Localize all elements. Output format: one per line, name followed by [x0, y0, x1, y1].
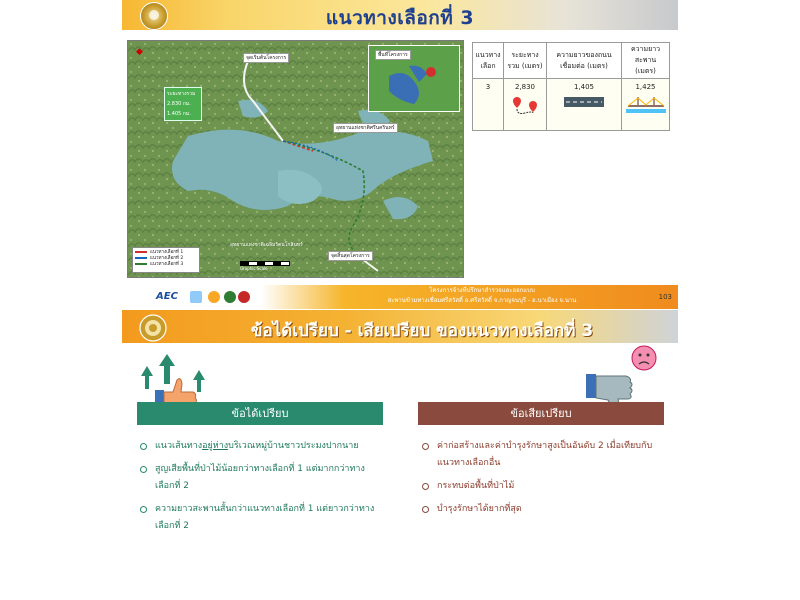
road-icon — [564, 95, 604, 109]
map-label-dam: อุทยานแห่งชาติศรีนครินทร์ — [333, 123, 398, 133]
inset-map-shape — [369, 46, 459, 111]
cell-road-length — [547, 79, 622, 131]
legend-route-2-label: แนวทางเลือกที่ 2 — [150, 256, 184, 261]
title-banner-2 — [122, 310, 678, 343]
list-item — [140, 461, 380, 495]
map-label-start: จุดเริ่มต้นโครงการ — [243, 53, 289, 63]
compass-icon: ◆ — [136, 47, 143, 57]
route-map — [127, 40, 464, 278]
footer-line-1: โครงการจ้างที่ปรึกษาสำรวจและออกแบบ — [429, 287, 535, 294]
advantage-3: ความยาวสะพานสั้นกว่าแนวทางเลือกที่ 1 แต่ยาวกว่าทางเลือกที่ 2 — [155, 504, 375, 531]
inset-title: พื้นที่โครงการ — [375, 50, 411, 60]
list-item: บำรุงรักษาได้ยากที่สุด — [422, 501, 672, 518]
cell-distance — [504, 79, 547, 131]
table-header-road-length: ความยาวของถนนเชื่อมต่อ (เมตร) — [547, 43, 622, 79]
footer-logo-d-icon — [238, 291, 250, 303]
advantage-1-post: บริเวณหมู่บ้านชาวประมงปากนาย — [228, 441, 359, 451]
slide-route-3-map — [122, 0, 678, 304]
list-item — [140, 501, 380, 535]
advantages-header: ข้อได้เปรียบ — [137, 402, 383, 425]
location-inset-map — [368, 45, 460, 112]
sad-face-icon — [632, 346, 656, 370]
scale-label: Graphic Scale — [240, 266, 268, 271]
legend-route-3-label: แนวทางเลือกที่ 3 — [150, 262, 184, 267]
cell-route: 3 — [473, 79, 504, 131]
footer-logo-b-icon — [208, 291, 220, 303]
footer-logo-c-icon — [224, 291, 236, 303]
advantage-1-emph: อยู่ห่าง — [202, 441, 229, 451]
table-header-distance: ระยะทางรวม (เมตร) — [504, 43, 547, 79]
footer-brand: AEC — [156, 291, 178, 302]
advantage-2: สูญเสียพื้นที่ป่าไม้น้อยกว่าทางเลือกที่ 1 แต่มากกว่าทางเลือกที่ 2 — [155, 464, 365, 491]
page-number: 103 — [658, 293, 672, 301]
seal-icon — [139, 314, 167, 342]
advantages-list — [140, 438, 380, 541]
slide-pros-cons — [122, 310, 678, 600]
footer-text — [322, 286, 642, 306]
advantage-1-pre: แนวเส้นทาง — [155, 441, 203, 451]
legend-route-1-label: แนวทางเลือกที่ 1 — [150, 250, 184, 255]
bridge-icon — [626, 95, 666, 113]
footer-line-2: สะพานข้ามทางเชื่อมศรีสวัสดิ์ อ.ศรีสวัสดิ์ จ.กาญจนบุรี - อ.นาเมือง จ.นาน — [387, 297, 577, 304]
page-title: แนวทางเลือกที่ 3 — [325, 7, 475, 29]
list-item: กระทบต่อพื้นที่ป่าไม้ — [422, 478, 672, 495]
table-row — [473, 79, 670, 131]
map-label-end: จุดสิ้นสุดโครงการ — [328, 251, 373, 261]
legend-route-3 — [135, 262, 197, 268]
list-item: ค่าก่อสร้างและค่าบำรุงรักษาสูงเป็นอันดับ 2 เมื่อเทียบกับแนวทางเลือกอื่น — [422, 438, 672, 472]
disadvantages-header: ข้อเสียเปรียบ — [418, 402, 664, 425]
footer-logo-a-icon — [190, 291, 202, 303]
map-label-park: อุทยานแห่งชาติเฉลิมรัตนโกสินทร์ — [230, 242, 303, 248]
title-banner — [122, 0, 678, 30]
map-green-legend — [164, 87, 202, 121]
table-header-row — [473, 43, 670, 79]
map-green-line-1: ระยะทางรวม — [167, 91, 196, 97]
table-header-bridge-length: ความยาวสะพาน (เมตร) — [622, 43, 670, 79]
cell-bridge-length-value: 1,425 — [635, 83, 656, 91]
map-green-line-3: 1.405 กม. — [167, 111, 191, 117]
map-route-legend — [132, 247, 200, 273]
table-header-route: แนวทางเลือก — [473, 43, 504, 79]
page-title-2: ข้อได้เปรียบ - เสียเปรียบ ของแนวทางเลือกที่ 3 — [250, 321, 594, 341]
disadvantages-list — [422, 438, 672, 524]
cell-road-length-value: 1,405 — [573, 83, 595, 91]
route-summary-table — [472, 42, 670, 131]
map-green-line-2: 2.830 กม. — [167, 101, 191, 107]
scale-bar — [240, 261, 290, 273]
location-pin-icon — [511, 95, 539, 117]
cell-bridge-length — [622, 79, 670, 131]
cell-distance-value: 2,830 — [514, 83, 536, 91]
slide-footer — [122, 285, 678, 309]
list-item — [140, 438, 380, 455]
